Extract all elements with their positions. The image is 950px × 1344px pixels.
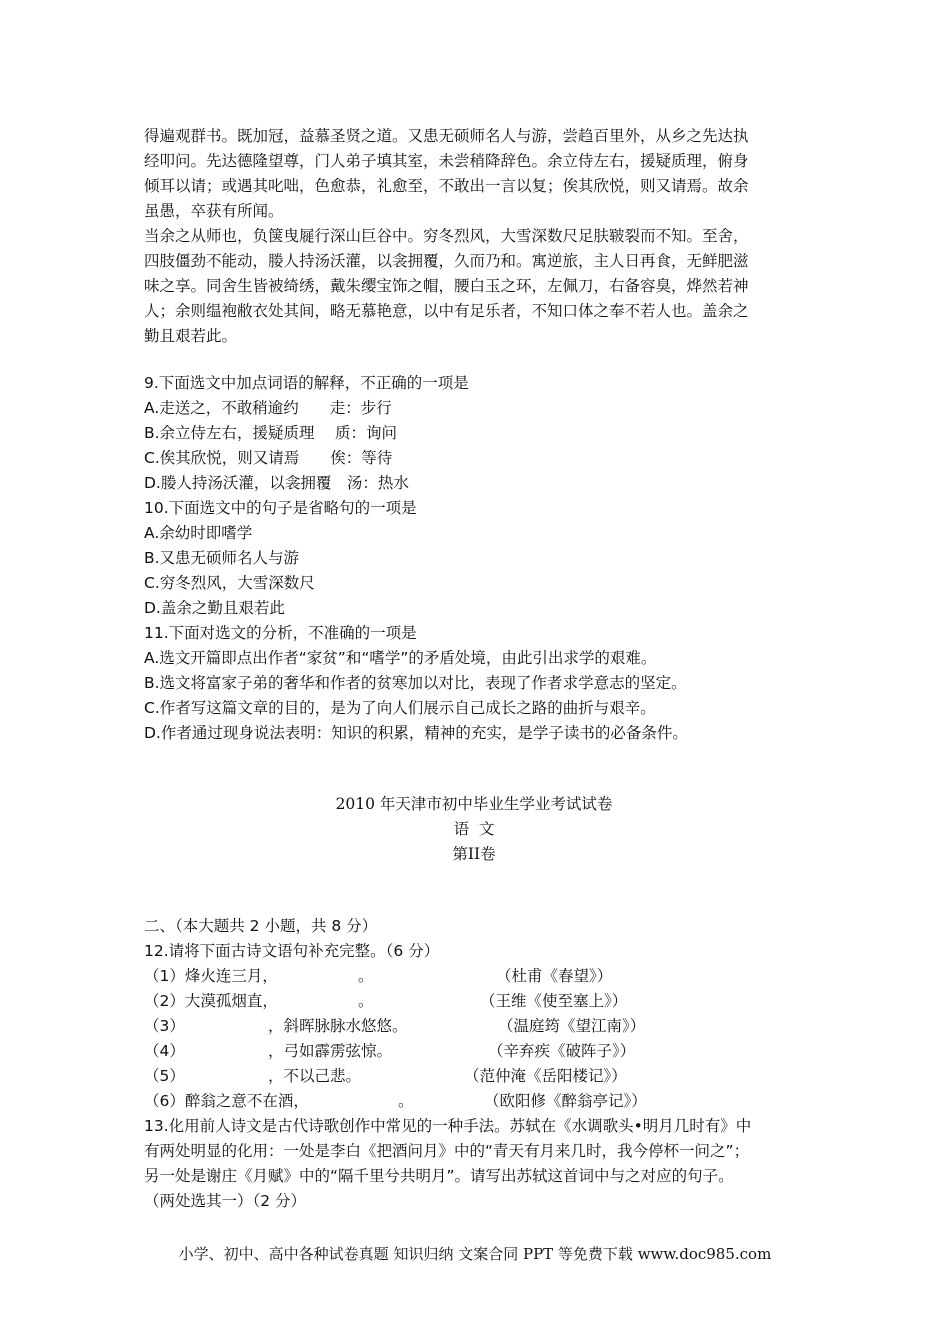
fill-item-source: （王维《使至塞上》） xyxy=(480,992,628,1010)
question-13-line: 有两处明显的化用：一处是李白《把酒问月》中的“青天有月来几时，我今停杯一问之”； xyxy=(144,1142,750,1160)
fill-item-source: （欧阳修《醉翁亭记》） xyxy=(484,1092,647,1110)
passage-paragraph-1 xyxy=(144,124,804,224)
question-9-option-b: B.余立侍左右，援疑质理 质：询问 xyxy=(144,424,397,442)
fill-item-blank: ，斜晖脉脉水悠悠。 xyxy=(268,1017,408,1035)
fill-item-6 xyxy=(144,1089,804,1114)
fill-item-prefix: 大漠孤烟直， xyxy=(184,992,278,1010)
fill-item-3 xyxy=(144,1014,804,1039)
fill-item-blank: 。 xyxy=(358,992,374,1010)
passage-line: 味之享。同舍生皆被绮绣，戴朱缨宝饰之帽，腰白玉之环，左佩刀，右备容臭，烨然若神 xyxy=(144,277,749,295)
exam-title: 2010 年天津市初中毕业生学业考试试卷 xyxy=(335,795,613,813)
fill-item-1 xyxy=(144,964,804,989)
fill-item-number: （4） xyxy=(144,1042,185,1060)
fill-item-source: （辛弃疾《破阵子》） xyxy=(488,1042,636,1060)
question-10-option-d: D.盖余之勤且艰若此 xyxy=(144,599,285,617)
fill-item-number: （1） xyxy=(144,967,185,985)
question-11-option-d: D.作者通过现身说法表明：知识的积累，精神的充实，是学子读书的必备条件。 xyxy=(144,724,688,742)
fill-item-blank: ，弓如霹雳弦惊。 xyxy=(268,1042,393,1060)
fill-item-blank: 。 xyxy=(358,967,374,985)
passage-line: 四肢僵劲不能动，媵人持汤沃灌，以衾拥覆，久而乃和。寓逆旅，主人日再食，无鲜肥滋 xyxy=(144,252,749,270)
question-12-stem: 12.请将下面古诗文语句补充完整。（6 分） xyxy=(144,942,440,960)
fill-item-source: （范仲淹《岳阳楼记》） xyxy=(464,1067,627,1085)
page-footer: 小学、初中、高中各种试卷真题 知识归纳 文案合同 PPT 等免费下载 www.doc985.com xyxy=(178,1245,772,1263)
question-10-option-c: C.穷冬烈风，大雪深数尺 xyxy=(144,574,315,592)
question-10-option-a: A.余幼时即嗜学 xyxy=(144,524,253,542)
question-11-option-a: A.选文开篇即点出作者“家贫”和“嗜学”的矛盾处境，由此引出求学的艰难。 xyxy=(144,649,657,667)
passage-line: 经叩问。先达德隆望尊，门人弟子填其室，未尝稍降辞色。余立侍左右，援疑质理，俯身 xyxy=(144,152,749,170)
question-13-line: （两处选其一）（2 分） xyxy=(144,1192,307,1210)
fill-item-2 xyxy=(144,989,804,1014)
passage-line: 当余之从师也，负箧曳屣行深山巨谷中。穷冬烈风，大雪深数尺足肤皲裂而不知。至舍， xyxy=(144,227,749,245)
question-10-option-b: B.又患无硕师名人与游 xyxy=(144,549,300,567)
fill-item-number: （5） xyxy=(144,1067,185,1085)
section-2 xyxy=(144,914,804,1214)
question-9-stem: 9.下面选文中加点词语的解释，不正确的一项是 xyxy=(144,374,469,392)
fill-item-source: （杜甫《春望》） xyxy=(496,967,613,985)
fill-item-blank: 。 xyxy=(398,1092,414,1110)
passage-line: 倾耳以请；或遇其叱咄，色愈恭，礼愈至，不敢出一言以复；俟其欣悦，则又请焉。故余 xyxy=(144,177,749,195)
question-9-option-a: A.走送之，不敢稍逾约 走：步行 xyxy=(144,399,392,417)
fill-item-4 xyxy=(144,1039,804,1064)
passage-line: 人；余则缊袍敝衣处其间，略无慕艳意，以中有足乐者，不知口体之奉不若人也。盖余之 xyxy=(144,302,749,320)
passage-line: 得遍观群书。既加冠，益慕圣贤之道。又患无硕师名人与游，尝趋百里外，从乡之先达执 xyxy=(144,127,749,145)
passage-line: 勤且艰若此。 xyxy=(144,327,238,345)
question-13-line: 13.化用前人诗文是古代诗歌创作中常见的一种手法。苏轼在《水调歌头•明月几时有》中 xyxy=(144,1117,752,1135)
question-11-option-b: B.选文将富家子弟的奢华和作者的贫寒加以对比，表现了作者求学意志的坚定。 xyxy=(144,674,687,692)
passage-line: 虽愚，卒获有所闻。 xyxy=(144,202,284,220)
question-10-stem: 10.下面选文中的句子是省略句的一项是 xyxy=(144,499,417,517)
question-11-stem: 11.下面对选文的分析，不准确的一项是 xyxy=(144,624,417,642)
question-9-option-d: D.媵人持汤沃灌，以衾拥覆 汤：热水 xyxy=(144,474,409,492)
fill-item-source: （温庭筠《望江南》） xyxy=(498,1017,646,1035)
question-13-line: 另一处是谢庄《月赋》中的“隔千里兮共明月”。请写出苏轼这首词中与之对应的句子。 xyxy=(144,1167,734,1185)
fill-item-prefix: 醉翁之意不在酒， xyxy=(184,1092,309,1110)
fill-item-prefix: 烽火连三月， xyxy=(184,967,278,985)
exam-volume: 第II卷 xyxy=(452,845,496,863)
questions-9-11 xyxy=(144,371,804,746)
fill-item-5 xyxy=(144,1064,804,1089)
question-11-option-c: C.作者写这篇文章的目的，是为了向人们展示自己成长之路的曲折与艰辛。 xyxy=(144,699,656,717)
section-2-heading: 二、（本大题共 2 小题，共 8 分） xyxy=(144,917,378,935)
exam-subject: 语 文 xyxy=(453,820,495,838)
fill-item-number: （3） xyxy=(144,1017,185,1035)
passage-paragraph-2 xyxy=(144,224,804,349)
fill-item-blank: ，不以己悲。 xyxy=(268,1067,362,1085)
question-9-option-c: C.俟其欣悦，则又请焉 俟：等待 xyxy=(144,449,393,467)
fill-item-number: （2） xyxy=(144,992,185,1010)
fill-item-number: （6） xyxy=(144,1092,185,1110)
